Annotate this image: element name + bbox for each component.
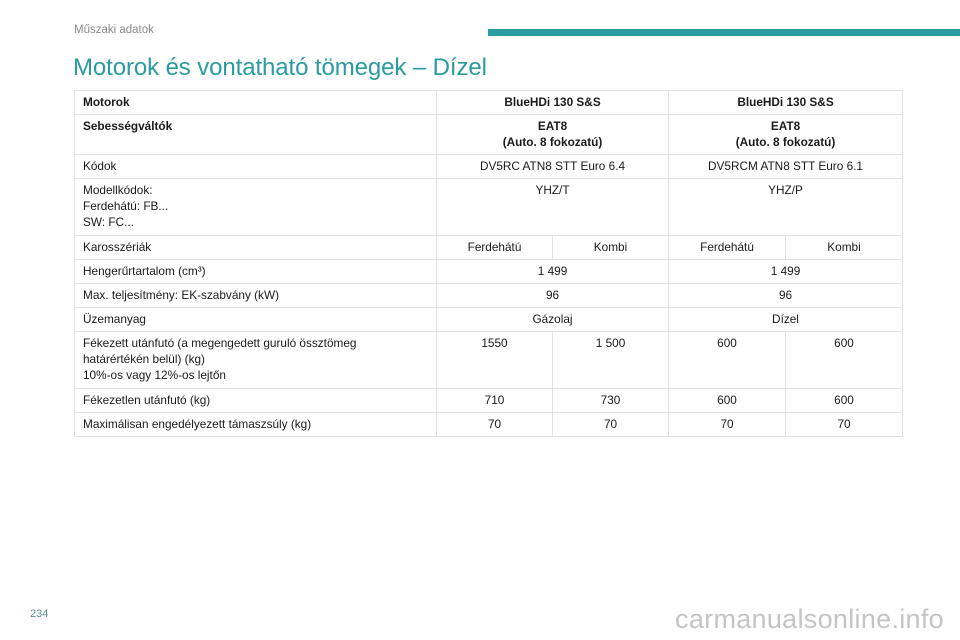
noseweight-4-cell: 70 [786,413,903,437]
unbraked-2-cell: 730 [553,389,669,413]
table-row-braked-trailer [75,332,903,389]
gearbox-2-line-1: EAT8 [770,119,801,133]
braked-line-2: határértékén belül) (kg) [83,352,205,366]
gearbox-2-cell [669,115,903,155]
gearbox-2-line-2: (Auto. 8 fokozatú) [735,135,836,149]
row-label-braked-trailer [75,332,437,389]
header-accent-bar [488,29,960,36]
unbraked-1-cell: 710 [437,389,553,413]
table-row-fuel [75,308,903,332]
noseweight-1-cell: 70 [437,413,553,437]
table-row-engines [75,91,903,115]
row-label-displacement: Hengerűrtartalom (cm³) [75,260,437,284]
model-codes-line-3: SW: FC... [83,215,134,229]
model-code-2-cell: YHZ/P [669,179,903,236]
fuel-2-cell: Dízel [669,308,903,332]
body-3-cell: Ferdehátú [669,236,786,260]
engine-1-cell: BlueHDi 130 S&S [437,91,669,115]
page-title: Motorok és vontatható tömegek – Dízel [73,54,487,81]
table-row-unbraked-trailer [75,389,903,413]
body-2-cell: Kombi [553,236,669,260]
braked-4-cell: 600 [786,332,903,389]
row-label-power: Max. teljesítmény: EK-szabvány (kW) [75,284,437,308]
power-1-cell: 96 [437,284,669,308]
table-row-gearbox [75,115,903,155]
page-number: 234 [30,608,49,620]
body-1-cell: Ferdehátú [437,236,553,260]
braked-line-1: Fékezett utánfutó (a megengedett guruló össztömeg [83,336,357,350]
row-label-model-codes [75,179,437,236]
unbraked-4-cell: 600 [786,389,903,413]
table-row-displacement [75,260,903,284]
table-row-power [75,284,903,308]
code-1-cell: DV5RC ATN8 STT Euro 6.4 [437,155,669,179]
braked-1-cell: 1550 [437,332,553,389]
braked-3-cell: 600 [669,332,786,389]
table-row-codes [75,155,903,179]
section-label: Műszaki adatok [74,24,154,36]
specs-table [74,90,903,437]
row-label-bodies: Karosszériák [75,236,437,260]
watermark-text: carmanualsonline.info [675,604,944,634]
code-2-cell: DV5RCM ATN8 STT Euro 6.1 [669,155,903,179]
table-row-noseweight [75,413,903,437]
row-label-gearbox: Sebességváltók [75,115,437,155]
model-codes-line-1: Modellkódok: [83,183,153,197]
gearbox-1-cell [437,115,669,155]
row-label-unbraked-trailer: Fékezetlen utánfutó (kg) [75,389,437,413]
row-label-fuel: Üzemanyag [75,308,437,332]
row-label-noseweight: Maximálisan engedélyezett támaszsúly (kg) [75,413,437,437]
power-2-cell: 96 [669,284,903,308]
model-codes-line-2: Ferdehátú: FB... [83,199,169,213]
engine-2-cell: BlueHDi 130 S&S [669,91,903,115]
noseweight-2-cell: 70 [553,413,669,437]
braked-2-cell: 1 500 [553,332,669,389]
body-4-cell: Kombi [786,236,903,260]
row-label-codes: Kódok [75,155,437,179]
row-label-engines: Motorok [75,91,437,115]
table-row-bodies [75,236,903,260]
gearbox-1-line-2: (Auto. 8 fokozatú) [502,135,603,149]
noseweight-3-cell: 70 [669,413,786,437]
braked-line-3: 10%-os vagy 12%-os lejtőn [83,368,226,382]
unbraked-3-cell: 600 [669,389,786,413]
displacement-2-cell: 1 499 [669,260,903,284]
gearbox-1-line-1: EAT8 [537,119,568,133]
fuel-1-cell: Gázolaj [437,308,669,332]
displacement-1-cell: 1 499 [437,260,669,284]
model-code-1-cell: YHZ/T [437,179,669,236]
table-row-model-codes [75,179,903,236]
